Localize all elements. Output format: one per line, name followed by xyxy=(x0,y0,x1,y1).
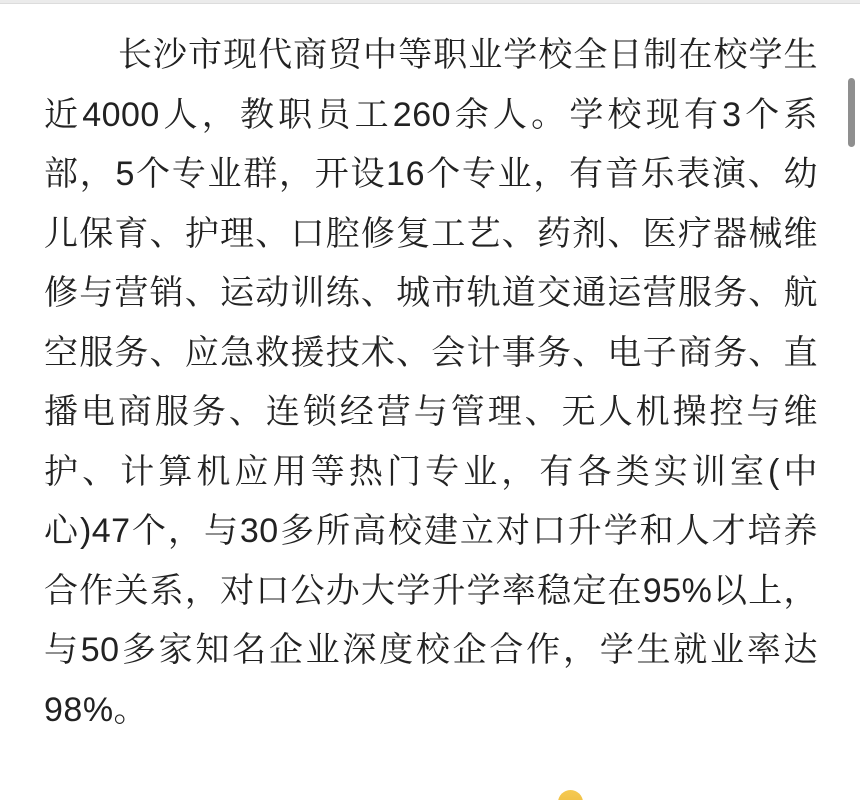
text-line-1: 长沙市现代商贸中等职业学校全日制在校学生 xyxy=(118,36,818,74)
text-line-4: 儿保育、护理、口腔修复工艺、药剂、医疗器械维 xyxy=(44,214,818,253)
text-line-11: 与50多家知名企业深度校企合作，学生就业率达 xyxy=(44,631,818,669)
text-line-12: 98%。 xyxy=(44,690,149,729)
article-paragraph xyxy=(44,26,818,740)
top-divider-bar xyxy=(0,0,860,4)
text-line-7: 播电商服务、连锁经营与管理、无人机操控与维 xyxy=(44,393,818,431)
floating-action-button-partial[interactable] xyxy=(558,790,583,800)
text-line-2: 近4000人，教职员工260余人。学校现有3个系 xyxy=(44,95,818,134)
text-line-5: 修与营销、运动训练、城市轨道交通运营服务、航 xyxy=(44,274,818,312)
vertical-scrollbar-thumb[interactable] xyxy=(848,78,855,147)
text-line-8: 护、计算机应用等热门专业，有各类实训室(中 xyxy=(44,452,818,491)
text-line-10: 合作关系，对口公办大学升学率稳定在95%以上， xyxy=(44,571,818,610)
text-line-6: 空服务、应急救援技术、会计事务、电子商务、直 xyxy=(44,333,818,372)
text-line-3: 部，5个专业群，开设16个专业，有音乐表演、幼 xyxy=(44,155,818,193)
text-line-9: 心)47个，与30多所高校建立对口升学和人才培养 xyxy=(44,512,818,550)
